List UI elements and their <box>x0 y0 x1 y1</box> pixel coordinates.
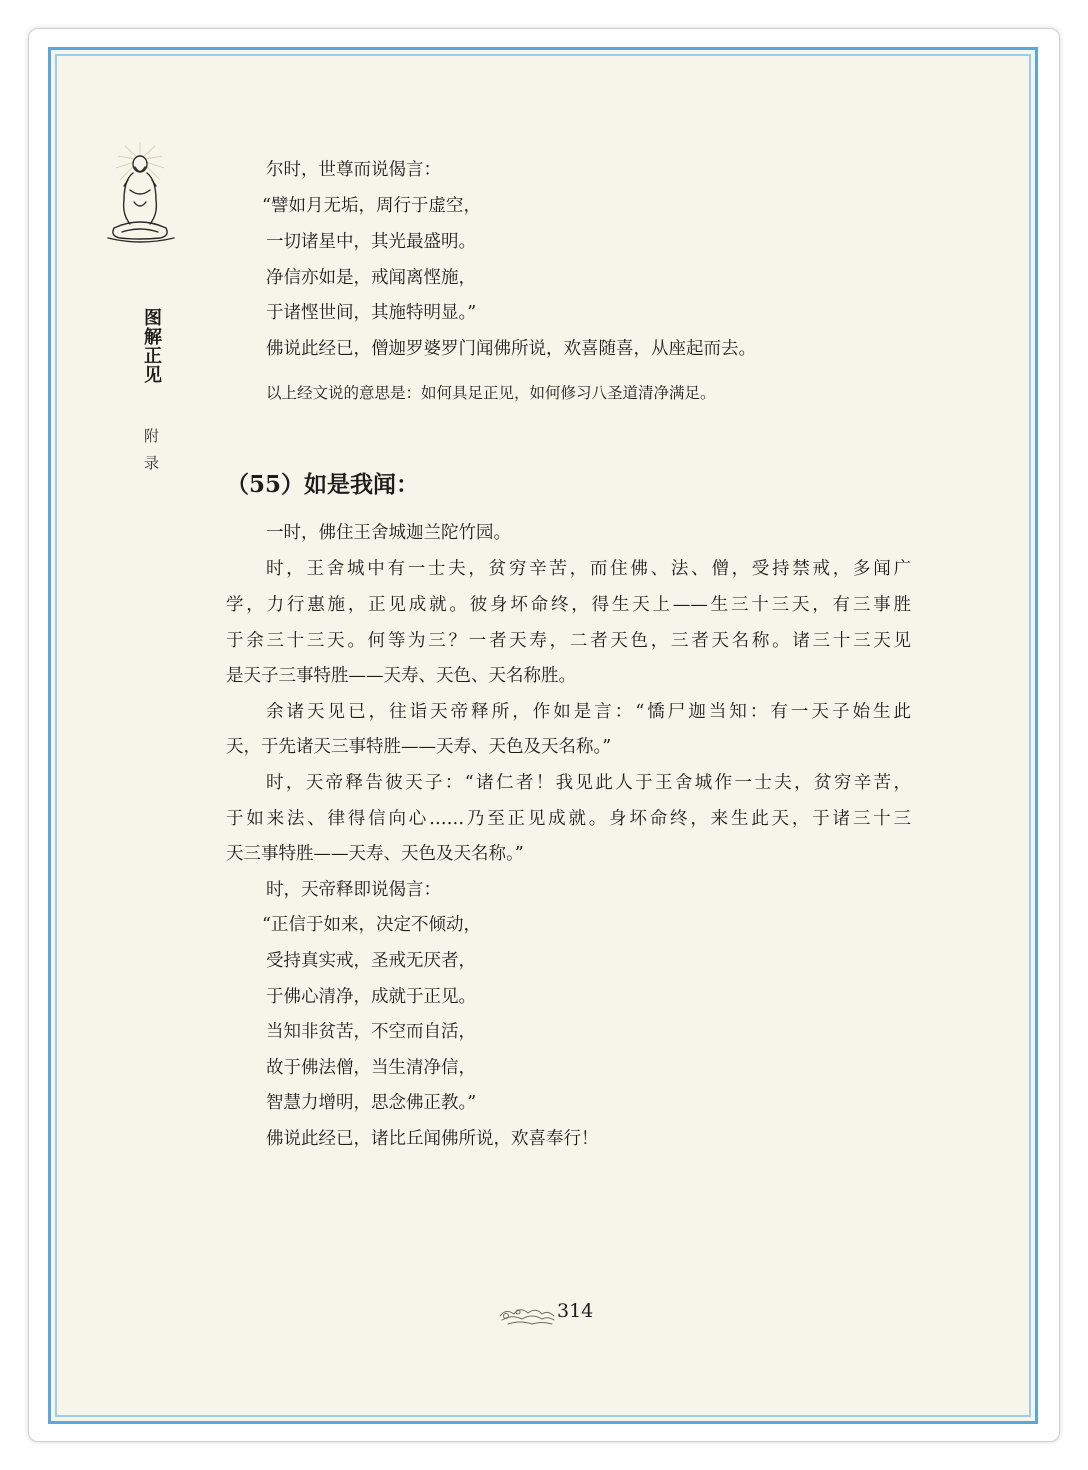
explanation-note: 以上经文说的意思是：如何具足正见，如何修习八圣道清净满足。 <box>266 384 716 402</box>
paragraph-line: 于如来法、律得信向心……乃至正见成就。身坏命终，来生此天，于诸三十三 <box>226 809 911 829</box>
paragraph-line: 天，于先诸天三事特胜——天寿、天色及天名称。” <box>226 737 612 757</box>
verse-line: 当知非贫苦，不空而自活， <box>266 1022 476 1042</box>
paragraph-line: 是天子三事特胜——天寿、天色、天名称胜。 <box>226 666 576 686</box>
paragraph-line: 一时，佛住王舍城迦兰陀竹园。 <box>266 523 511 543</box>
paragraph-line: 学，力行惠施，正见成就。彼身坏命终，得生天上——生三十三天，有三事胜 <box>226 595 911 615</box>
verse-line: “譬如月无垢，周行于虚空， <box>262 196 481 216</box>
verse-line: 佛说此经已，诸比丘闻佛所说，欢喜奉行！ <box>266 1129 599 1149</box>
verse-line: 于佛心清净，成就于正见。 <box>266 987 476 1007</box>
paragraph-line: 于余三十三天。何等为三？一者天寿，二者天色，三者天名称。诸三十三天见 <box>226 631 911 651</box>
verse-line: 一切诸星中，其光最盛明。 <box>266 232 476 252</box>
book-title: 图解正见 <box>141 308 162 384</box>
verse-line: 佛说此经已，僧迦罗婆罗门闻佛所说，欢喜随喜，从座起而去。 <box>266 339 756 359</box>
paragraph-line: 时，天帝释即说偈言： <box>266 880 441 900</box>
paragraph-line: 时，王舍城中有一士夫，贫穷辛苦，而住佛、法、僧，受持禁戒，多闻广 <box>266 559 911 579</box>
verse-line: 受持真实戒，圣戒无厌者， <box>266 951 476 971</box>
section-label: 附录 <box>142 428 160 482</box>
verse-line: 尔时，世尊而说偈言： <box>266 160 441 180</box>
paragraph-line: 余诸天见已，往诣天帝释所，作如是言：“憍尸迦当知：有一天子始生此 <box>266 702 911 722</box>
verse-line: 故于佛法僧，当生清净信， <box>266 1058 476 1078</box>
cloud-scroll-ornament-icon <box>496 1300 556 1330</box>
verse-line: “正信于如来，决定不倾动， <box>262 915 481 935</box>
verse-line: 智慧力增明，思念佛正教。” <box>266 1093 477 1113</box>
verse-line: 于诸悭世间，其施特明显。” <box>266 303 477 323</box>
page-number: 314 <box>557 1300 594 1322</box>
verse-line: 净信亦如是，戒闻离悭施， <box>266 268 476 288</box>
seated-monk-icon <box>100 140 180 246</box>
section-heading: （55）如是我闻： <box>226 471 420 498</box>
paragraph-line: 时，天帝释告彼天子：“诸仁者！我见此人于王舍城作一士夫，贫穷辛苦， <box>266 773 911 793</box>
paragraph-line: 天三事特胜——天寿、天色及天名称。” <box>226 844 524 864</box>
